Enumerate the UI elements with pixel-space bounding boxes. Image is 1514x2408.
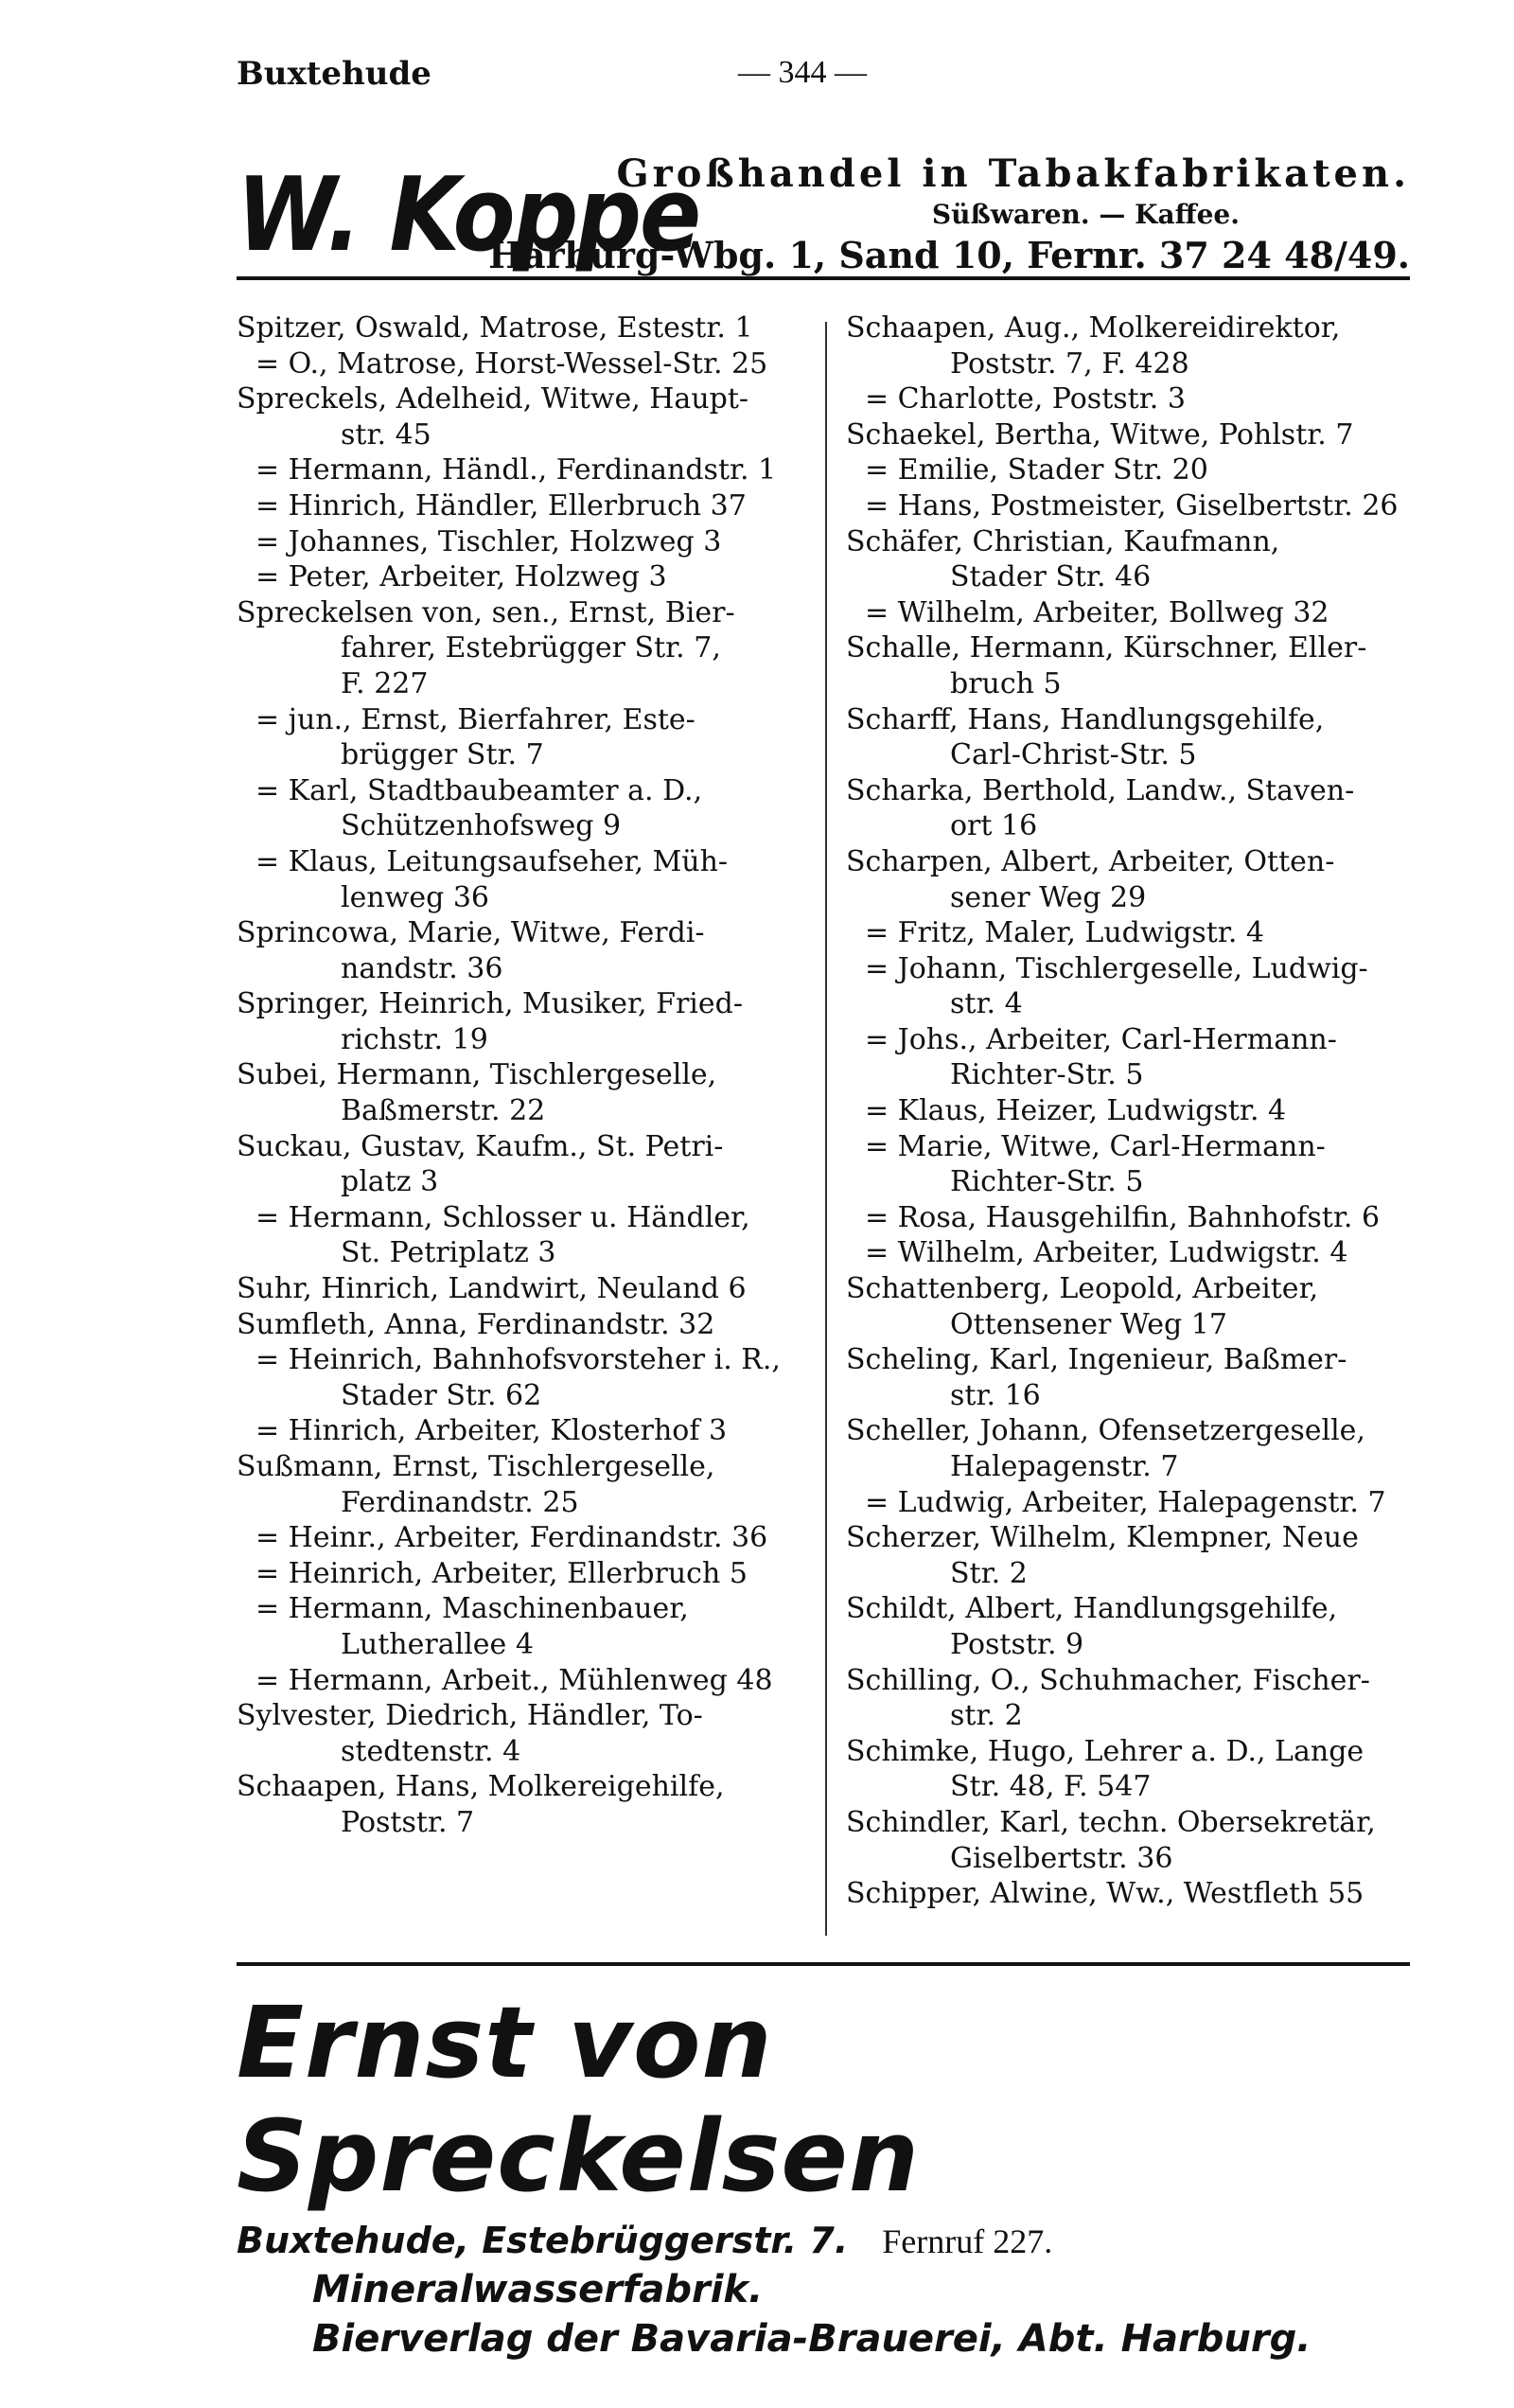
directory-line: fahrer, Estebrügger Str. 7,: [341, 631, 721, 665]
directory-line: = Ludwig, Arbeiter, Halepagenstr. 7: [865, 1485, 1386, 1519]
directory-line: richstr. 19: [341, 1022, 488, 1056]
directory-line: str. 2: [950, 1699, 1023, 1733]
header-town: Buxtehude: [237, 55, 431, 93]
ad-spreckelsen-phone: Fernruf 227.: [882, 2222, 1053, 2260]
directory-line: = Marie, Witwe, Carl-Hermann-: [865, 1129, 1326, 1163]
directory-line: Str. 2: [950, 1556, 1028, 1590]
directory-line: Poststr. 9: [950, 1627, 1084, 1661]
directory-line: Spreckelsen von, sen., Ernst, Bier-: [237, 595, 735, 629]
column-divider: [825, 322, 827, 1936]
ad-spreckelsen-line2: Bierverlag der Bavaria-Brauerei, Abt. Harburg.: [312, 2317, 1312, 2361]
directory-line: bruch 5: [950, 666, 1062, 700]
left-column-listing: [237, 310, 802, 1841]
ad-koppe-line2: Süßwaren. — Kaffee.: [931, 199, 1240, 230]
directory-line: Schaekel, Bertha, Witwe, Pohlstr. 7: [846, 417, 1354, 452]
directory-line: str. 45: [341, 417, 431, 452]
directory-line: = Hermann, Arbeit., Mühlenweg 48: [255, 1663, 773, 1697]
directory-line: Schipper, Alwine, Ww., Westfleth 55: [846, 1877, 1364, 1911]
directory-line: Ottensener Weg 17: [950, 1307, 1227, 1341]
directory-line: Poststr. 7: [341, 1805, 475, 1839]
directory-line: Schilling, O., Schuhmacher, Fischer-: [846, 1663, 1370, 1697]
directory-line: = Emilie, Stader Str. 20: [865, 453, 1208, 487]
directory-line: Halepagenstr. 7: [950, 1450, 1179, 1483]
directory-line: = Johs., Arbeiter, Carl-Hermann-: [865, 1022, 1337, 1056]
directory-line: = Hinrich, Händler, Ellerbruch 37: [255, 488, 747, 522]
directory-line: Schattenberg, Leopold, Arbeiter,: [846, 1272, 1319, 1306]
directory-line: Giselbertstr. 36: [950, 1841, 1173, 1875]
directory-line: Sumfleth, Anna, Ferdinandstr. 32: [237, 1307, 715, 1341]
directory-line: St. Petriplatz 3: [341, 1236, 556, 1270]
directory-line: Str. 48, F. 547: [950, 1770, 1152, 1804]
directory-line: = Karl, Stadtbaubeamter a. D.,: [255, 773, 703, 807]
directory-line: Sußmann, Ernst, Tischlergeselle,: [237, 1450, 715, 1483]
directory-line: Poststr. 7, F. 428: [950, 346, 1189, 381]
directory-line: = Johannes, Tischler, Holzweg 3: [255, 524, 722, 558]
directory-line: = Peter, Arbeiter, Holzweg 3: [255, 560, 667, 594]
directory-line: Carl-Christ-Str. 5: [950, 738, 1197, 772]
directory-line: Schaapen, Aug., Molkereidirektor,: [846, 311, 1341, 345]
ad-koppe-line1: Großhandel in Tabakfabrikaten.: [616, 151, 1410, 196]
directory-line: nandstr. 36: [341, 951, 503, 985]
ad-spreckelsen-address: Buxtehude, Estebrüggerstr. 7.: [237, 2220, 849, 2261]
directory-line: Schalle, Hermann, Kürschner, Eller-: [846, 631, 1367, 665]
directory-line: ort 16: [950, 809, 1038, 843]
directory-line: = jun., Ernst, Bierfahrer, Este-: [255, 702, 695, 736]
directory-line: Baßmerstr. 22: [341, 1094, 546, 1128]
directory-line: = O., Matrose, Horst-Wessel-Str. 25: [255, 346, 768, 381]
directory-line: Schäfer, Christian, Kaufmann,: [846, 524, 1280, 558]
directory-line: Sylvester, Diedrich, Händler, To-: [237, 1699, 703, 1733]
directory-line: = Hinrich, Arbeiter, Klosterhof 3: [255, 1414, 728, 1448]
page-number: — 344 —: [738, 55, 867, 90]
directory-line: Scharka, Berthold, Landw., Staven-: [846, 773, 1355, 807]
directory-line: = Hermann, Händl., Ferdinandstr. 1: [255, 453, 777, 487]
directory-line: Schützenhofsweg 9: [341, 809, 622, 843]
directory-line: = Rosa, Hausgehilfin, Bahnhofstr. 6: [865, 1200, 1381, 1234]
directory-line: Lutherallee 4: [341, 1627, 534, 1661]
directory-line: Schindler, Karl, techn. Obersekretär,: [846, 1805, 1376, 1839]
ad-koppe-line3: Harburg-Wbg. 1, Sand 10, Fernr. 37 24 48/49.: [488, 234, 1410, 276]
directory-line: = Wilhelm, Arbeiter, Bollweg 32: [865, 595, 1329, 629]
directory-line: = Hans, Postmeister, Giselbertstr. 26: [865, 488, 1399, 522]
directory-line: Schimke, Hugo, Lehrer a. D., Lange: [846, 1734, 1364, 1768]
bottom-divider: [237, 1962, 1410, 1966]
directory-line: platz 3: [341, 1165, 439, 1199]
directory-line: = Hermann, Schlosser u. Händler,: [255, 1200, 750, 1234]
ad-spreckelsen-line1: Mineralwasserfabrik.: [312, 2268, 764, 2311]
directory-line: = Heinr., Arbeiter, Ferdinandstr. 36: [255, 1521, 768, 1555]
directory-line: Spitzer, Oswald, Matrose, Estestr. 1: [237, 311, 753, 345]
ad-spreckelsen-address-line: [237, 2217, 1410, 2265]
directory-line: sener Weg 29: [950, 880, 1147, 914]
right-column-listing: [846, 310, 1414, 1912]
directory-line: Spreckels, Adelheid, Witwe, Haupt-: [237, 382, 749, 416]
ad-koppe-text: [488, 151, 1410, 278]
directory-line: str. 16: [950, 1378, 1041, 1412]
directory-line: = Johann, Tischlergeselle, Ludwig-: [865, 951, 1368, 985]
directory-line: lenweg 36: [341, 880, 490, 914]
top-divider: [237, 276, 1410, 280]
directory-line: Ferdinandstr. 25: [341, 1485, 579, 1519]
directory-line: Sprincowa, Marie, Witwe, Ferdi-: [237, 916, 705, 950]
directory-line: stedtenstr. 4: [341, 1734, 521, 1768]
ad-koppe-logo: W. Koppe: [237, 155, 700, 274]
directory-line: Scharpen, Albert, Arbeiter, Otten-: [846, 844, 1335, 878]
directory-line: = Heinrich, Bahnhofsvorsteher i. R.,: [255, 1343, 781, 1377]
directory-line: Richter-Str. 5: [950, 1165, 1144, 1199]
directory-line: Stader Str. 46: [950, 560, 1152, 594]
directory-line: Subei, Hermann, Tischlergeselle,: [237, 1058, 717, 1092]
directory-line: Schildt, Albert, Handlungsgehilfe,: [846, 1592, 1338, 1626]
advertisement-koppe: [237, 151, 1410, 284]
page-header: [237, 55, 1410, 102]
advertisement-spreckelsen: [237, 1986, 1410, 2364]
directory-line: = Heinrich, Arbeiter, Ellerbruch 5: [255, 1556, 748, 1590]
directory-line: Suckau, Gustav, Kaufm., St. Petri-: [237, 1129, 724, 1163]
directory-line: Scheling, Karl, Ingenieur, Baßmer-: [846, 1343, 1347, 1377]
directory-line: Scharff, Hans, Handlungsgehilfe,: [846, 702, 1325, 736]
directory-line: = Fritz, Maler, Ludwigstr. 4: [865, 916, 1265, 950]
directory-line: = Klaus, Leitungsaufseher, Müh-: [255, 844, 729, 878]
directory-line: = Hermann, Maschinenbauer,: [255, 1592, 689, 1626]
directory-line: Schaapen, Hans, Molkereigehilfe,: [237, 1770, 725, 1804]
directory-line: Springer, Heinrich, Musiker, Fried-: [237, 987, 743, 1021]
ad-spreckelsen-name: Ernst von Spreckelsen: [237, 1985, 920, 2214]
directory-line: = Wilhelm, Arbeiter, Ludwigstr. 4: [865, 1236, 1348, 1270]
directory-line: brügger Str. 7: [341, 738, 544, 772]
directory-line: Scheller, Johann, Ofensetzergeselle,: [846, 1414, 1365, 1448]
directory-line: Richter-Str. 5: [950, 1058, 1144, 1092]
directory-line: Scherzer, Wilhelm, Klempner, Neue: [846, 1521, 1359, 1555]
directory-line: F. 227: [341, 666, 429, 700]
directory-line: Suhr, Hinrich, Landwirt, Neuland 6: [237, 1272, 747, 1306]
directory-line: str. 4: [950, 987, 1023, 1021]
directory-line: Stader Str. 62: [341, 1378, 542, 1412]
directory-line: = Charlotte, Poststr. 3: [865, 382, 1186, 416]
directory-line: = Klaus, Heizer, Ludwigstr. 4: [865, 1094, 1287, 1128]
